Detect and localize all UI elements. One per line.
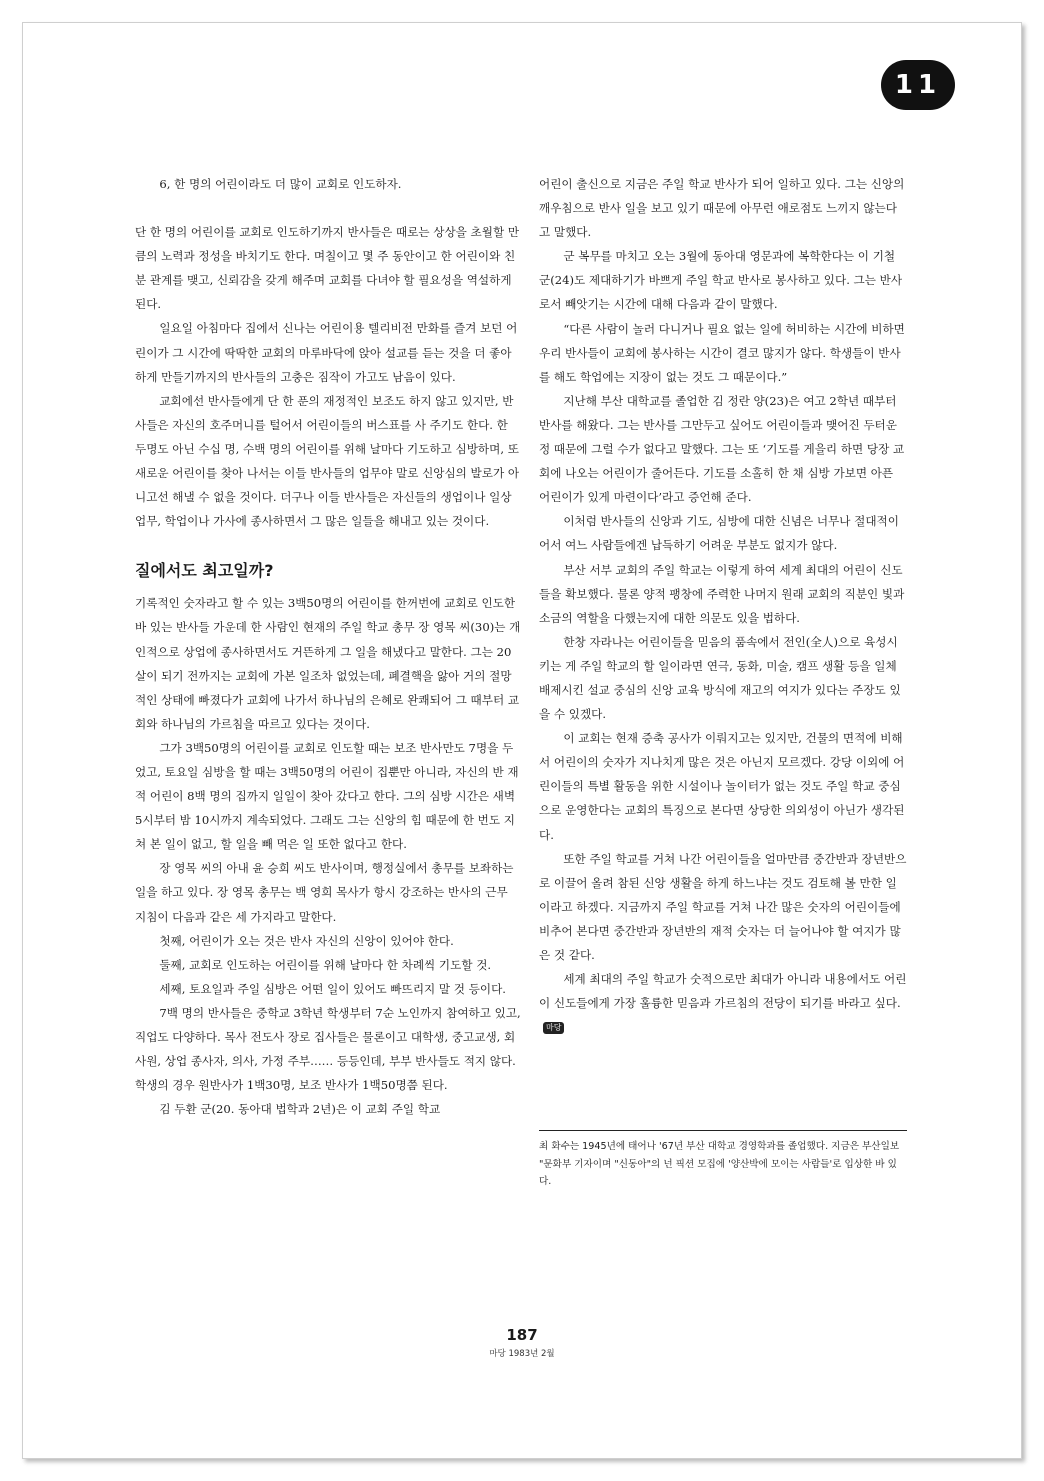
body-paragraph: 한창 자라나는 어린이들을 믿음의 품속에서 전인(全人)으로 육성시키는 게 주일 학교의 할 일이라면 연극, 동화, 미술, 캠프 생활 등을 일체 배제시킨 설교 중심의 신앙 교육 방식에 재고의 여지가 있다는 주장도 있을 수 있겠다. — [539, 634, 901, 722]
body-paragraph: 이처럼 반사들의 신앙과 기도, 심방에 대한 신념은 너무나 절대적이어서 여느 사람들에겐 납득하기 어려운 부분도 없지가 않다. — [539, 514, 899, 553]
left-column — [135, 172, 521, 1121]
body-paragraph: 부산 서부 교회의 주일 학교는 이렇게 하여 세계 최대의 어린이 신도들을 확보했다. 물론 양적 팽창에 주력한 나머지 원래 교회의 직분인 빛과 소금의 역할을 다했는지에 대한 의문도 있을 법하다. — [539, 562, 905, 625]
body-paragraph: 또한 주일 학교를 거쳐 나간 어린이들을 얼마만큼 중간반과 장년반으로 이끌어 올려 참된 신앙 생활을 하게 하느냐는 것도 검토해 볼 만한 일이라고 하겠다. 지금까지 주일 학교를 거쳐 나간 많은 숫자의 어린이들에 비추어 본다면 중간반과 장년반의 재적 숫자는 더 늘어나야 할 여지가 많은 것 같다. — [539, 851, 907, 962]
body-paragraph: 지난해 부산 대학교를 졸업한 김 정란 양(23)은 여고 2학년 때부터 반사를 해왔다. 그는 반사를 그만두고 싶어도 어린이들과 맺어진 두터운 정 때문에 그럴 수가 없다고 말했다. 그는 또 ‘기도를 게을리 하면 당장 교회에 나오는 어린이가 줄어든다. 기도를 소홀히 한 채 심방 가보면 아픈 어린이가 있게 마련이다’라고 증언해 준다. — [539, 393, 905, 505]
list-item: 첫째, 어린이가 오는 것은 반사 자신의 신앙이 있어야 한다. — [159, 933, 454, 948]
note-divider — [539, 1130, 907, 1131]
section-heading: 질에서도 최고일까? — [135, 561, 274, 581]
list-item-sixth: 6, 한 명의 어린이라도 더 많이 교회로 인도하자. — [159, 177, 402, 191]
body-paragraph: 이 교회는 현재 증축 공사가 이뤄지고는 있지만, 건물의 면적에 비해서 어린이의 숫자가 지나치게 많은 것은 아닌지 모르겠다. 강당 이외에 어린이들의 특별 활동을 위한 시설이나 놀이터가 없는 것도 주일 학교 중심으로 운영한다는 교회의 특징으로 본다면 상당한 의외성이 아닌가 생각된다. — [539, 731, 905, 842]
publication-source: 마당 1983년 2월 — [489, 1349, 555, 1359]
body-paragraph: 일요일 아침마다 집에서 신나는 어린이용 텔리비전 만화를 즐겨 보던 어린이가 그 시간에 딱딱한 교회의 마루바닥에 앉아 설교를 듣는 것을 더 좋아하게 만들기까지의 반사들의 고충은 짐작이 가고도 남음이 있다. — [135, 321, 518, 384]
page-number: 187 — [506, 1326, 538, 1344]
closing-paragraph — [539, 967, 907, 1039]
body-paragraph: 단 한 명의 어린이를 교회로 인도하기까지 반사들은 때로는 상상을 초월할 만큼의 노력과 정성을 바치기도 한다. 며칠이고 몇 주 동안이고 한 어린이와 친분 관계를 맺고, 신뢰감을 갖게 해주며 교회를 다녀야 할 필요성을 역설하게 된다. — [135, 225, 520, 312]
body-paragraph: 김 두환 군(20. 동아대 법학과 2년)은 이 교회 주일 학교 — [159, 1102, 441, 1117]
author-note: 최 화수는 1945년에 태어나 '67년 부산 대학교 경영학과를 졸업했다. 지금은 부산일보 "문화부 기자이며 "신동아"의 넌 픽션 모집에 '양산박에 모이는 사람들'로 입상한 바 있다. — [539, 1141, 900, 1187]
body-paragraph: 기록적인 숫자라고 할 수 있는 3백50명의 어린이를 한꺼번에 교회로 인도한 바 있는 반사들 가운데 한 사람인 현재의 주일 학교 총무 장 영목 씨(30)는 개인적으로 상업에 종사하면서도 거뜬하게 그 일을 해냈다고 말한다. 그는 20살이 되기 전까지는 교회에 가본 일조차 없었는데, 폐결핵을 앓아 거의 절망적인 상태에 빠졌다가 교회에 나가서 하나님의 은혜로 완쾌되어 그 때부터 교회와 하나님의 가르침을 따르고 있다는 것이다. — [135, 596, 521, 731]
closing-text: 세계 최대의 주일 학교가 숫적으로만 최대가 아니라 내용에서도 어린이 신도들에게 가장 훌륭한 믿음과 가르침의 전당이 되기를 바라고 싶다. — [539, 972, 907, 1011]
end-mark-icon: 마당 — [543, 1022, 564, 1034]
body-paragraph: 교회에선 반사들에게 단 한 푼의 재정적인 보조도 하지 않고 있지만, 반사들은 자신의 호주머니를 털어서 어린이들의 버스표를 사 주기도 한다. 한 두명도 아닌 수십 명, 수백 명의 어린이를 위해 날마다 기도하고 심방하며, 또 새로운 어린이를 찾아 나서는 이들 반사들의 업무야 말로 신앙심의 발로가 아니고선 해낼 수 없을 것이다. 더구나 이들 반사들은 자신들의 생업이나 일상 업무, 학업이나 가사에 종사하면서 그 많은 일들을 해내고 있는 것이다. — [135, 393, 520, 529]
list-item: 둘째, 교회로 인도하는 어린이를 위해 날마다 한 차례씩 기도할 것. — [159, 957, 492, 972]
body-paragraph: 군 복무를 마치고 오는 3월에 동아대 영문과에 복학한다는 이 기철 군(24)도 제대하기가 바쁘게 주일 학교 반사로 봉사하고 있다. 그는 반사로서 빼앗기는 시간에 대해 다음과 같이 말했다. — [539, 249, 903, 312]
body-paragraph: 그가 3백50명의 어린이를 교회로 인도할 때는 보조 반사만도 7명을 두었고, 토요일 심방을 할 때는 3백50명의 어린이 집뿐만 아니라, 자신의 반 재적 어린이 8백 명의 집까지 일일이 찾아 갔다고 한다. 그의 심방 시간은 새벽 5시부터 밤 10시까지 계속되었다. 그래도 그는 신앙의 힘 때문에 한 번도 지쳐 본 일이 없고, 할 일을 빼 먹은 일 또한 없다고 한다. — [135, 740, 519, 852]
chapter-number-badge: 11 — [881, 60, 955, 110]
quote-paragraph: “다른 사람이 놀러 다니거나 필요 없는 일에 허비하는 시간에 비하면 우리 반사들이 교회에 봉사하는 시간이 결코 많지가 않다. 학생들이 반사를 해도 학업에는 지장이 없는 것도 그 때문이다.” — [539, 321, 905, 384]
list-item: 세째, 토요일과 주일 심방은 어떤 일이 있어도 빠뜨리지 말 것 등이다. — [159, 981, 506, 996]
right-column — [539, 172, 907, 1039]
body-paragraph: 장 영목 씨의 아내 윤 승희 씨도 반사이며, 행정실에서 총무를 보좌하는 일을 하고 있다. 장 영목 총무는 백 영희 목사가 항시 강조하는 반사의 근무 지침이 다음과 같은 세 가지라고 말한다. — [135, 861, 514, 924]
body-paragraph: 7백 명의 반사들은 중학교 3학년 학생부터 7순 노인까지 참여하고 있고, 직업도 다양하다. 목사 전도사 장로 집사들은 물론이고 대학생, 중고교생, 회사원, 상업 종사자, 의사, 가정 주부…… 등등인데, 부부 반사들도 적지 않다. 학생의 경우 원반사가 1백30명, 보조 반사가 1백50명쯤 된다. — [135, 1005, 521, 1093]
body-paragraph: 어린이 출신으로 지금은 주일 학교 반사가 되어 일하고 있다. 그는 신앙의 깨우침으로 반사 일을 보고 있기 때문에 아무런 애로점도 느끼지 않는다고 말했다. — [539, 177, 905, 240]
